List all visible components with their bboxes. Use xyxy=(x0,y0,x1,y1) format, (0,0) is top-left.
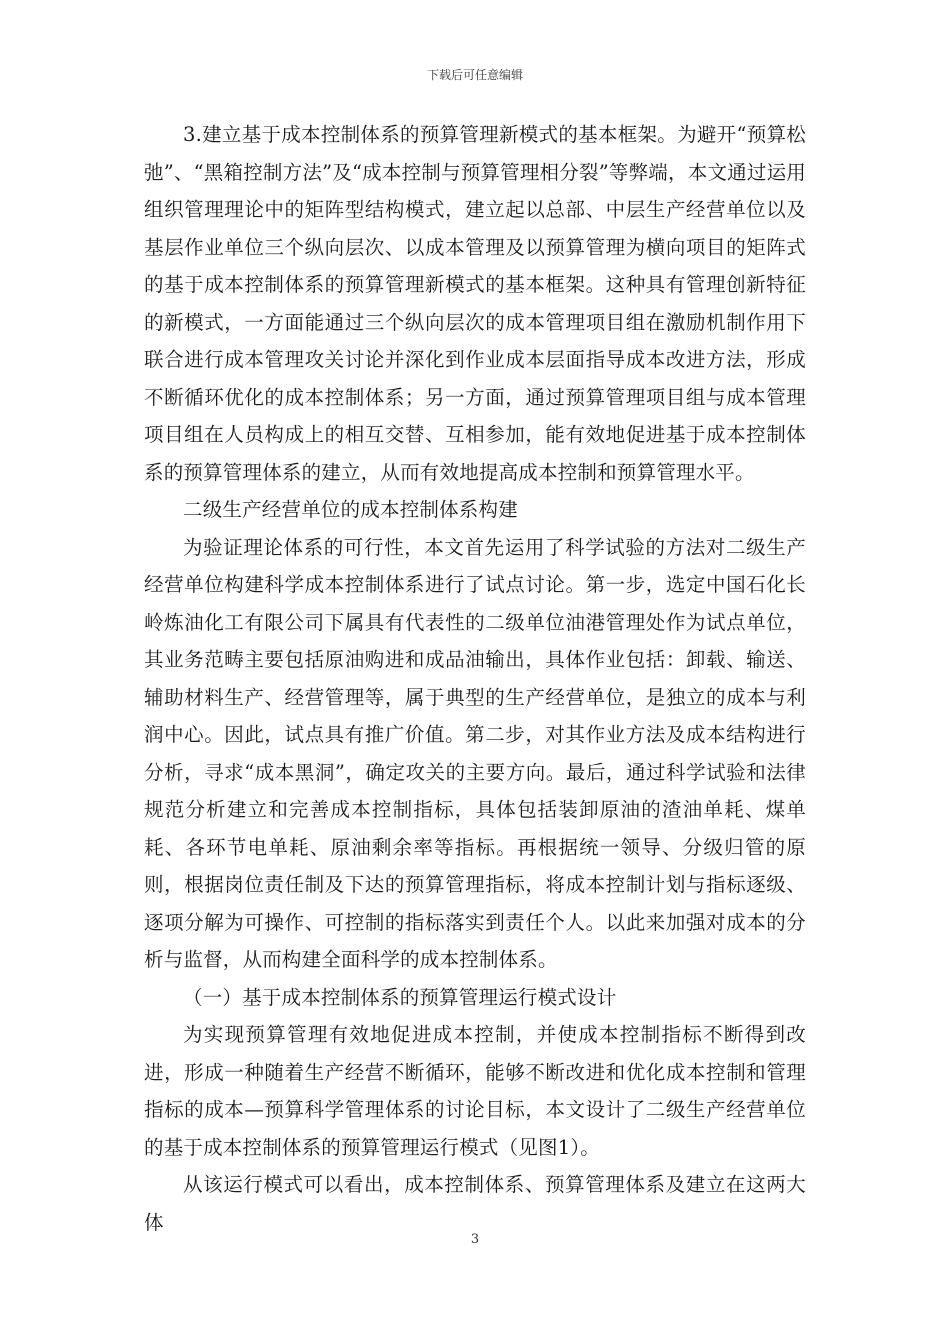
paragraph-mode-analysis: 从该运行模式可以看出，成本控制体系、预算管理体系及建立在这两大体 xyxy=(144,1173,806,1234)
page-number: 3 xyxy=(470,1232,480,1247)
section-heading-operation-mode: （一）基于成本控制体系的预算管理运行模式设计 xyxy=(183,985,617,1009)
paragraph-operation-mode-design: 为实现预算管理有效地促进成本控制，并使成本控制指标不断得到改进，形成一种随着生产经营不断循环，能够不断改进和优化成本控制和管理指标的成本—预算科学管理体系的讨论目标，本文设计了二级生产经营单位的基于成本控制体系的预算管理运行模式（见图1）。 xyxy=(144,1023,806,1159)
page-header: 下载后可任意编辑 xyxy=(426,68,523,82)
document-body xyxy=(144,116,806,1241)
paragraph-pilot-study: 为验证理论体系的可行性，本文首先运用了科学试验的方法对二级生产经营单位构建科学成本控制体系进行了试点讨论。第一步，选定中国石化长岭炼油化工有限公司下属具有代表性的二级单位油港管理处作为试点单位，其业务范畴主要包括原油购进和成品油输出，具体作业包括：卸载、输送、辅助材料生产、经营管理等，属于典型的生产经营单位，是独立的成本与利润中心。因此，试点具有推广价值。第二步，对其作业方法及成本结构进行分析，寻求“成本黑洞”，确定攻关的主要方向。最后，通过科学试验和法律规范分析建立和完善成本控制指标，具体包括装卸原油的渣油单耗、煤单耗、各环节电单耗、原油剩余率等指标。再根据统一领导、分级归管的原则，根据岗位责任制及下达的预算管理指标，将成本控制计划与指标逐级、逐项分解为可操作、可控制的指标落实到责任个人。以此来加强对成本的分析与监督，从而构建全面科学的成本控制体系。 xyxy=(144,535,806,971)
paragraph-budget-framework: 3.建立基于成本控制体系的预算管理新模式的基本框架。为避开“预算松弛”、“黑箱控制方法”及“成本控制与预算管理相分裂”等弊端，本文通过运用组织管理理论中的矩阵型结构模式，建立起以总部、中层生产经营单位以及基层作业单位三个纵向层次、以成本管理及以预算管理为横向项目的矩阵式的基于成本控制体系的预算管理新模式的基本框架。这种具有管理创新特征的新模式，一方面能通过三个纵向层次的成本管理项目组在激励机制作用下联合进行成本管理攻关讨论并深化到作业成本层面指导成本改进方法，形成不断循环优化的成本控制体系；另一方面，通过预算管理项目组与成本管理项目组在人员构成上的相互交替、互相参加，能有效地促进基于成本控制体系的预算管理体系的建立，从而有效地提高成本控制和预算管理水平。 xyxy=(144,123,806,484)
section-heading-cost-control-system: 二级生产经营单位的成本控制体系构建 xyxy=(183,498,518,521)
